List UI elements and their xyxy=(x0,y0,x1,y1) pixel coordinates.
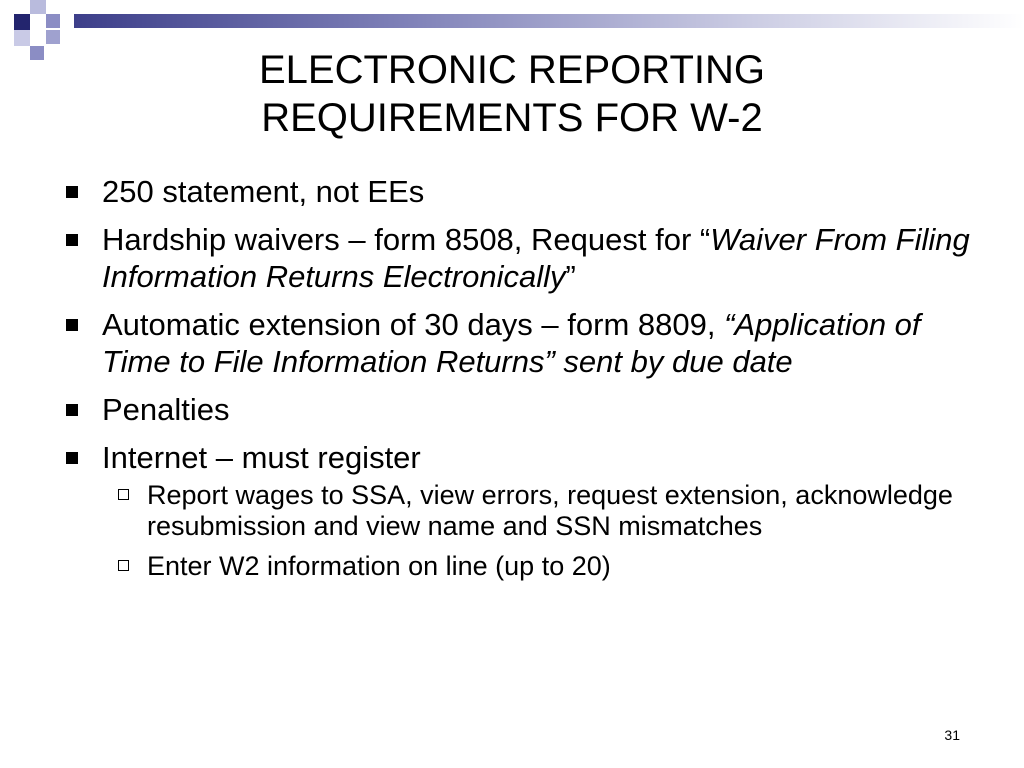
corner-square-light xyxy=(30,0,46,14)
bullet-text: Internet – must register xyxy=(102,440,421,475)
bullet-text: ” xyxy=(565,259,576,294)
bullet-text: Hardship waivers – form 8508, Request for “ xyxy=(102,222,711,257)
sub-bullet-item xyxy=(66,551,986,582)
bullet-text-italic: Waiver From Filing Information Returns Electronically xyxy=(102,222,970,294)
bullet-text-italic: “Application of Time to File Information Returns” sent by due date xyxy=(102,307,921,379)
header-gradient-bar xyxy=(74,14,1024,28)
hollow-square-bullet-icon xyxy=(118,489,129,500)
square-bullet-icon xyxy=(66,319,78,331)
corner-square-mid xyxy=(46,14,60,28)
title-line-1: ELECTRONIC REPORTING xyxy=(259,48,765,92)
bullet-item xyxy=(66,391,986,428)
corner-square-mid-2 xyxy=(46,30,60,44)
square-bullet-icon xyxy=(66,234,78,246)
square-bullet-icon xyxy=(66,452,78,464)
hollow-square-bullet-icon xyxy=(118,560,129,571)
slide-title xyxy=(0,46,1024,142)
square-bullet-icon xyxy=(66,186,78,198)
corner-square-dark xyxy=(14,14,30,30)
bullet-item xyxy=(66,173,986,210)
title-line-2: REQUIREMENTS FOR W-2 xyxy=(261,96,763,140)
bullet-item xyxy=(66,306,986,380)
bullet-list xyxy=(66,173,986,591)
sub-bullet-item xyxy=(66,480,986,542)
corner-square-pale xyxy=(14,30,30,46)
bullet-text: Penalties xyxy=(102,392,230,427)
bullet-item xyxy=(66,439,986,476)
bullet-text: Automatic extension of 30 days – form 8809, xyxy=(102,307,725,342)
sub-bullet-text: Report wages to SSA, view errors, request extension, acknowledge resubmission and view name and SSN mismatches xyxy=(147,480,953,541)
page-number: 31 xyxy=(944,727,960,743)
bullet-text: 250 statement, not EEs xyxy=(102,174,425,209)
square-bullet-icon xyxy=(66,404,78,416)
bullet-item xyxy=(66,221,986,295)
sub-bullet-text: Enter W2 information on line (up to 20) xyxy=(147,551,611,581)
